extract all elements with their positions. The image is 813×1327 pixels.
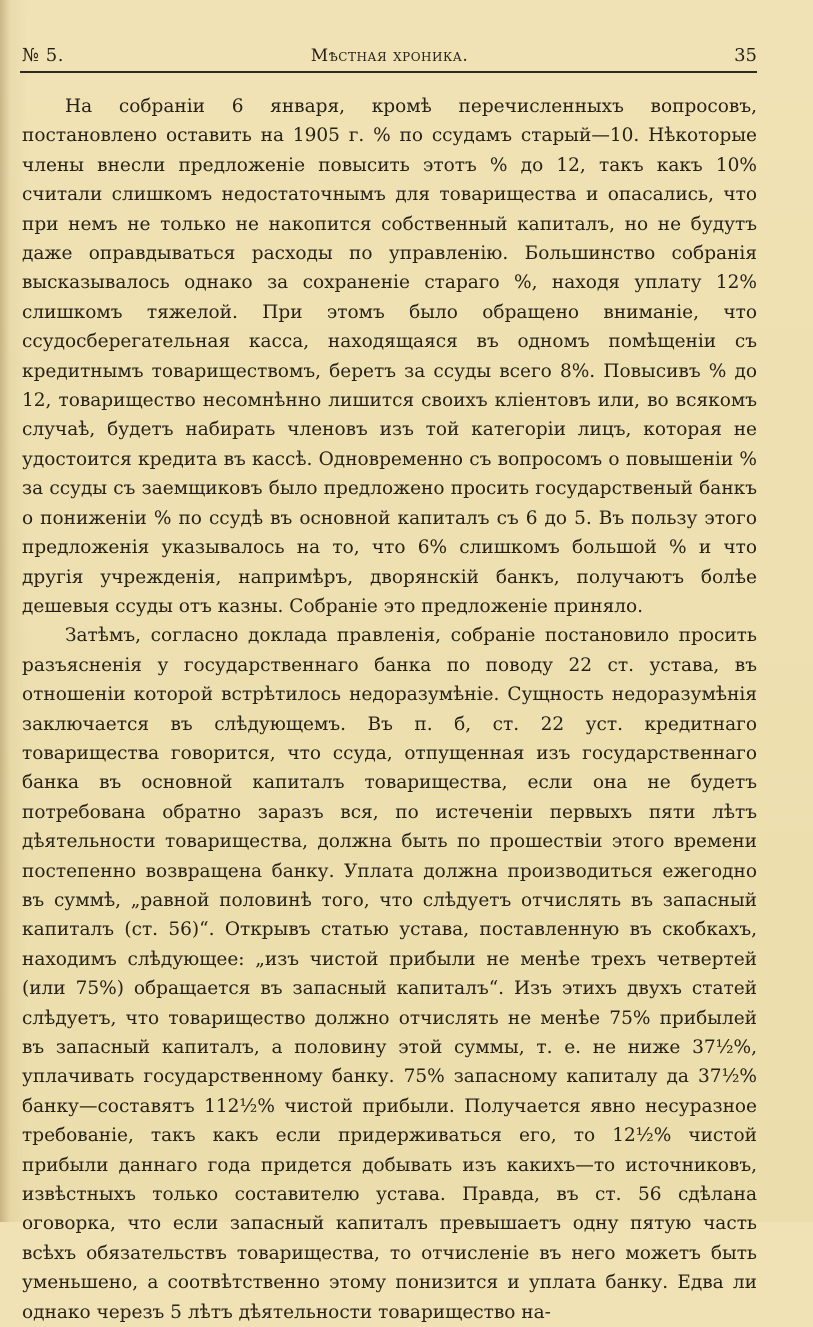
page-edge-shadow [0,0,10,1222]
header-rule [20,71,757,73]
issue-number: № 5. [22,45,64,66]
running-header [22,44,757,68]
paragraph-2: Затѣмъ, согласно доклада правленія, собраніе постановило просить разъясненія у государственнаго банка по поводу 22 ст. устава, въ отношеніи которой встрѣтилось недоразумѣніе. Сущность недоразумѣнія заключается въ слѣдующемъ. Въ п. б, ст. 22 уст. кредитнаго товарищества говорится, что ссуда, отпущенная изъ государственнаго банка въ основной капиталъ товарищества, если она не будетъ потребована обратно заразъ вся, по истеченіи первыхъ пяти лѣтъ дѣятельности товарищества, должна быть по прошествіи этого времени постепенно возвращена банку. Уплата должна производиться ежегодно въ суммѣ, „равной половинѣ того, что слѣдуетъ отчислять въ запасный капиталъ (ст. 56)“. Открывъ статью устава, поставленную въ скобкахъ, находимъ слѣдующее: „изъ чистой прибыли не менѣе трехъ четвертей (или 75%) обращается въ запасный капиталъ“. Изъ этихъ двухъ статей слѣдуетъ, что товарищество должно отчислять не менѣе 75% прибылей въ запасный капиталъ, а половину этой суммы, т. е. не ниже 37½%, уплачивать государственному банку. 75% запасному капиталу да 37½% банку—составятъ 112½% чистой прибыли. Получается явно несуразное требованіе, такъ какъ если придерживаться его, то 12½% чистой прибыли даннаго года придется добывать изъ какихъ—то источниковъ, извѣстныхъ только составителю устава. Правда, въ ст. 56 сдѣлана оговорка, что если запасный капиталъ превышаетъ одну пятую часть всѣхъ обязательствъ товарищества, то отчисленіе въ него можетъ быть уменьшено, а соотвѣтственно этому понизится и уплата банку. Едва ли однако черезъ 5 лѣтъ дѣятельности товарищество на- [22,625,757,1323]
paragraph-1: На собраніи 6 января, кромѣ перечисленныхъ вопросовъ, постановлено оставить на 1905 г. % по ссудамъ старый—10. Нѣкоторые члены внесли предложеніе повысить этотъ % до 12, такъ какъ 10% считали слишкомъ недостаточнымъ для товарищества и опасались, что при немъ не только не накопится собственный капиталъ, но не будутъ даже оправдываться расходы по управленію. Большинство собранія высказывалось однако за сохраненіе стараго %, находя уплату 12% слишкомъ тяжелой. При этомъ было обращено вниманіе, что ссудосберегательная касса, находящаяся въ одномъ помѣщеніи съ кредитнымъ товариществомъ, беретъ за ссуды всего 8%. Повысивъ % до 12, товарищество несомнѣнно лишится своихъ кліентовъ или, во всякомъ случаѣ, будетъ набирать членовъ изъ той категоріи лицъ, которая не удостоится кредита въ кассѣ. Одновременно съ вопросомъ о повышеніи % за ссуды съ заемщиковъ было предложено просить государственый банкъ о пониженіи % по ссудѣ въ основной капиталъ съ 6 до 5. Въ пользу этого предложенія указывалось на то, что 6% слишкомъ большой % и что другія учрежденія, напримѣръ, дворянскій банкъ, получаютъ болѣе дешевыя ссуды отъ казны. Собраніе это предложеніе приняло. [22,96,757,617]
running-title: Мѣстная хроника. [310,46,469,66]
page-number: 35 [734,45,757,66]
article-body [22,92,757,1327]
